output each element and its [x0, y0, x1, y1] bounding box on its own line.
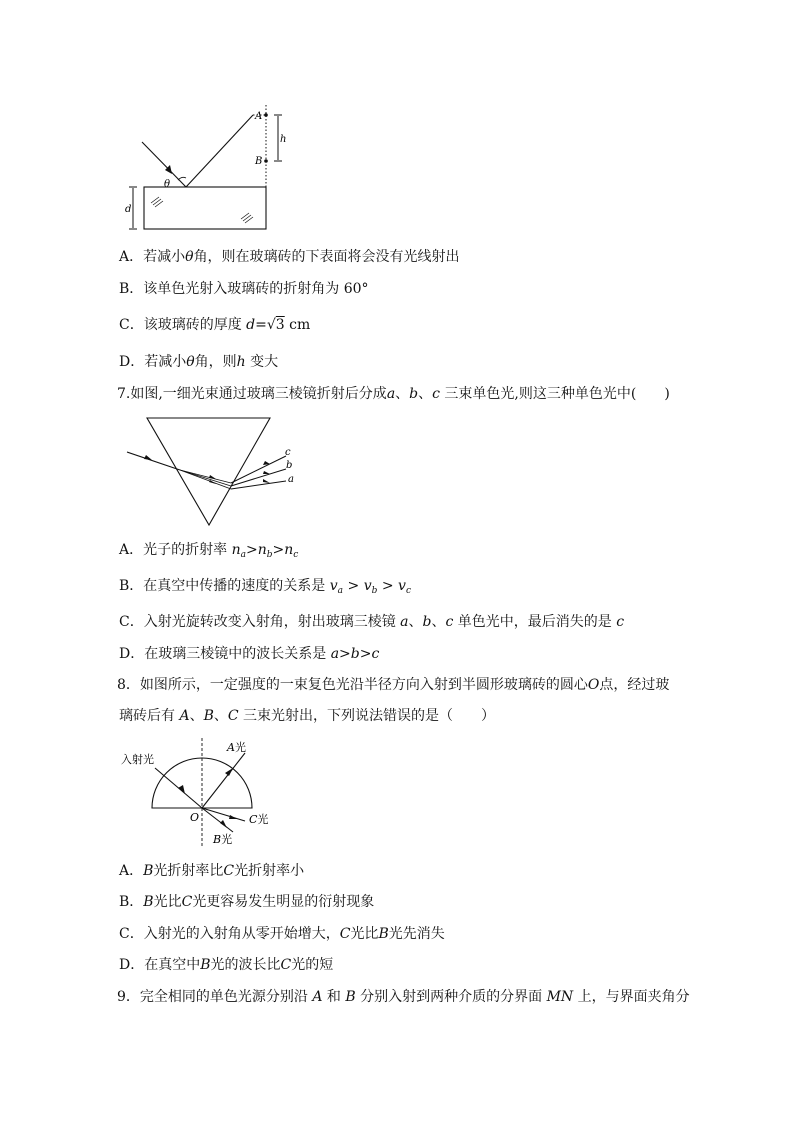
- label-h: h: [280, 134, 287, 145]
- q9-and: 和: [322, 989, 346, 1005]
- q9-stem: [117, 987, 690, 1007]
- q6-a-suffix: 角，则在玻璃砖的下表面将会没有光线射出: [193, 249, 460, 265]
- label-a-ray: a: [288, 474, 294, 485]
- label-a-light-letter: A: [227, 741, 235, 754]
- semicircle-figure: [115, 735, 285, 850]
- q7-a-gt2: >: [272, 542, 285, 558]
- inner-ray-a: [180, 470, 231, 489]
- ray-c-light-arrow-icon: [229, 815, 237, 819]
- q6-a-prefix: A．若减小: [119, 249, 186, 265]
- q7-a-n2: n: [257, 542, 267, 558]
- point-a: [264, 113, 268, 117]
- q8-d-s2: C: [280, 957, 292, 973]
- q8-b-mid: 光比: [153, 894, 182, 910]
- q7-stem-prefix: 7.如图,一细光束通过玻璃三棱镜折射后分成: [117, 386, 387, 402]
- q6-option-c: [119, 315, 310, 335]
- q7-a-n3: n: [284, 542, 294, 558]
- q8-line1-prefix: 8．如图所示，一定强度的一束复色光沿半径方向入射到半圆形玻璃砖的圆心: [117, 677, 588, 693]
- prism-figure: [120, 410, 310, 535]
- q6-d-symbol2: h: [236, 354, 246, 370]
- q7-sep1: 、: [395, 386, 410, 402]
- label-incident: 入射光: [121, 753, 154, 766]
- incident-beam-arrow-icon: [144, 455, 152, 460]
- q6-c-eq: =: [255, 317, 267, 333]
- q7-a-prefix: A．光子的折射率: [119, 542, 232, 558]
- q9-suffix: 上，与界面夹角分: [573, 989, 690, 1005]
- q8-c: C: [227, 708, 239, 724]
- q8-b-suffix: 光更容易发生明显的衍射现象: [192, 894, 375, 910]
- q8-d-suffix: 光的短: [291, 957, 334, 973]
- q7-b-sub-c: c: [405, 586, 411, 596]
- q6-d-prefix: D．若减小: [119, 354, 187, 370]
- q7-c-prefix: C．入射光旋转改变入射角，射出玻璃三棱镜: [119, 614, 401, 630]
- q7-c-sep1: 、: [408, 614, 423, 630]
- label-o: O: [190, 811, 200, 824]
- q6-c-symbol: d: [246, 317, 256, 333]
- q8-o: O: [587, 677, 600, 693]
- incident-light-arrow-icon: [178, 785, 185, 794]
- q7-b-v1: v: [329, 578, 338, 594]
- glass-hatch-left: [151, 197, 163, 207]
- q7-b-sub-b: b: [371, 586, 378, 596]
- label-c-light: [249, 812, 268, 826]
- ray-a-light-arrow-icon: [225, 768, 233, 776]
- q8-c-prefix: C．入射光的入射角从零开始增大，: [119, 926, 340, 942]
- q8-d-s1: B: [200, 957, 211, 973]
- q9-prefix: 9．完全相同的单色光源分别沿: [117, 989, 313, 1005]
- glass-slab: [144, 187, 266, 229]
- ray-b-arrow-icon: [263, 471, 270, 474]
- q7-c: c: [432, 386, 440, 402]
- q8-a-prefix: A．: [119, 863, 144, 879]
- q9-b: B: [345, 989, 356, 1005]
- label-theta: θ: [164, 179, 171, 190]
- q8-a: A: [179, 708, 190, 724]
- q8-b-prefix: B．: [119, 894, 144, 910]
- point-b: [264, 159, 268, 163]
- q7-a-gt1: >: [245, 542, 258, 558]
- q9-a: A: [312, 989, 323, 1005]
- q7-a-sub-a: a: [240, 550, 246, 560]
- q8-a-s1: B: [143, 863, 154, 879]
- label-c-light-suffix: 光: [257, 813, 269, 826]
- q8-b-s1: B: [143, 894, 154, 910]
- q7-sep2: 、: [418, 386, 433, 402]
- q8-c-mid: 光比: [350, 926, 379, 942]
- q7-d-expr: a>b>c: [330, 646, 380, 662]
- q8-option-b: [119, 892, 374, 912]
- q8-b-s2: C: [181, 894, 193, 910]
- ray-b-light-arrow-icon: [220, 820, 227, 828]
- q7-a-sub-b: b: [266, 550, 273, 560]
- q7-b: b: [409, 386, 419, 402]
- q8-c-s1: C: [339, 926, 351, 942]
- q7-a: a: [386, 386, 396, 402]
- q7-c-mid: 单色光中，最后消失的是: [453, 614, 617, 630]
- q8-a-suffix: 光折射率小: [234, 863, 305, 879]
- q6-d-mid: 角，则: [194, 354, 237, 370]
- q7-b-sub-a: a: [337, 586, 344, 596]
- q7-a-n1: n: [231, 542, 241, 558]
- label-d: d: [125, 204, 132, 215]
- q7-option-c: [119, 612, 624, 632]
- label-b-light-suffix: 光: [221, 833, 233, 846]
- q6-d-symbol: θ: [186, 354, 195, 370]
- q8-sep2: 、: [213, 708, 228, 724]
- glass-slab-figure: [120, 100, 290, 235]
- label-b: B: [255, 156, 263, 167]
- q7-c-sep2: 、: [431, 614, 446, 630]
- q7-stem: [117, 384, 670, 404]
- q8-line2-suffix: 三束光射出，下列说法错误的是（ ）: [238, 708, 496, 724]
- q6-a-symbol: θ: [185, 249, 194, 265]
- label-c: c: [285, 447, 291, 458]
- q9-mn: MN: [546, 989, 574, 1005]
- q8-a-mid: 光折射率比: [153, 863, 224, 879]
- label-b-light-letter: B: [213, 833, 222, 846]
- ray-b-light: [202, 808, 233, 832]
- q7-b-v2: v: [363, 578, 372, 594]
- q7-b-gt2: >: [377, 578, 399, 594]
- sqrt-icon: √: [266, 317, 276, 333]
- ray-a: [231, 481, 286, 489]
- q8-stem-line2: [119, 706, 495, 726]
- q8-a-s2: C: [223, 863, 235, 879]
- reflected-ray: [186, 115, 253, 187]
- q8-option-c: [119, 924, 445, 944]
- ray-a-light: [202, 753, 245, 808]
- label-a-light: [226, 740, 246, 754]
- prism: [147, 418, 270, 525]
- q8-stem-line1: [117, 675, 669, 695]
- q8-d-mid: 光的波长比: [210, 957, 281, 973]
- q7-b-prefix: B．在真空中传播的速度的关系是: [119, 578, 330, 594]
- q6-option-d: [119, 352, 278, 372]
- q8-d-prefix: D．在真空中: [119, 957, 201, 973]
- q7-c-c: c: [445, 614, 454, 630]
- ray-a-arrow-icon: [263, 479, 270, 483]
- q8-sep1: 、: [189, 708, 204, 724]
- q9-mid: 分别入射到两种介质的分界面: [355, 989, 547, 1005]
- q7-b-gt1: >: [343, 578, 364, 594]
- q8-line1-suffix: 点，经过玻: [599, 677, 670, 693]
- q7-c-b: b: [422, 614, 432, 630]
- q6-option-b: B．该单色光射入玻璃砖的折射角为 60°: [119, 281, 369, 297]
- q8-option-a: [119, 861, 304, 881]
- ray-c: [231, 456, 286, 483]
- label-b-ray: b: [286, 460, 293, 471]
- q8-c-suffix: 光先消失: [388, 926, 445, 942]
- q7-a-sub-c: c: [293, 550, 299, 560]
- q8-option-d: [119, 955, 333, 975]
- q7-c-a: a: [400, 614, 409, 630]
- q7-stem-suffix: 三束单色光,则这三种单色光中( ): [439, 386, 670, 402]
- q7-d-prefix: D．在玻璃三棱镜中的波长关系是: [119, 646, 331, 662]
- q7-option-d: [119, 644, 379, 664]
- ray-c-light: [202, 808, 245, 821]
- q8-line2-prefix: 璃砖后有: [119, 708, 180, 724]
- q6-option-a: [119, 247, 460, 267]
- label-c-light-letter: C: [249, 813, 258, 826]
- q7-c-last: c: [616, 614, 625, 630]
- q6-d-suffix: 变大: [245, 354, 279, 370]
- q6-c-prefix: C．该玻璃砖的厚度: [119, 317, 247, 333]
- q7-b-v3: v: [398, 578, 406, 594]
- label-a: A: [255, 111, 263, 122]
- q6-c-radicand: 3: [275, 317, 285, 333]
- label-a-light-suffix: 光: [234, 741, 246, 754]
- q7-option-b: [119, 576, 411, 601]
- glass-hatch-right: [241, 213, 253, 223]
- q7-option-a: [119, 540, 298, 565]
- label-b-light: [212, 832, 232, 846]
- q8-b: B: [203, 708, 214, 724]
- q8-c-s2: B: [378, 926, 389, 942]
- q6-c-unit: cm: [284, 317, 311, 333]
- inner-arrow-icon-1: [209, 475, 216, 479]
